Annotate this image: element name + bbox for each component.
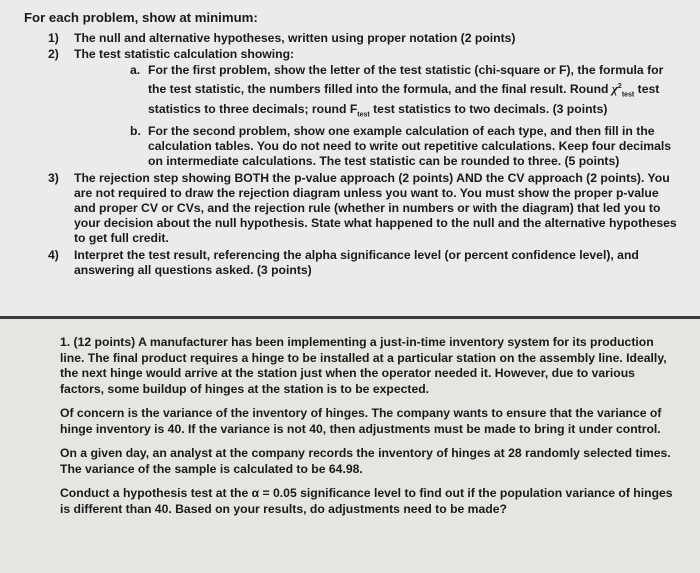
chi-square-exponent: 2 — [617, 82, 622, 90]
subitem-text: For the second problem, show one example calculation of each type, and then fill in the calculation tables. You do not need to write out repetitive calculations. Keep four decimals on intermediate calculations. The test statistic can be rounded to three. (5 points) — [148, 123, 672, 169]
subitem-letter: b. — [130, 123, 141, 138]
chi-square-symbol: χ — [611, 80, 618, 96]
instruction-subitem-a — [24, 63, 682, 123]
subitem-text-part1: For the first problem, show the letter of the test statistic (chi-square or F), the formula for the test statistic, the numbers filled into the formula, and the final result. Round — [148, 63, 664, 96]
item-number: 3) — [48, 170, 59, 185]
instruction-item-1 — [24, 31, 682, 46]
instruction-item-2 — [24, 47, 682, 62]
item-number: 1) — [48, 31, 59, 45]
f-subscript: test — [357, 111, 370, 119]
subitem-letter: a. — [130, 63, 141, 78]
problem-paragraph-3: On a given day, an analyst at the company records the inventory of hinges at 28 randomly selected times. The variance of the sample is calculated to be 64.98. — [60, 446, 671, 476]
item-text: The null and alternative hypotheses, written using proper notation (2 points) — [74, 31, 516, 45]
item-text: The rejection step showing BOTH the p-value approach (2 points) AND the CV approach (2 points). You are not required to draw the rejection diagram unless you want to. You must show the proper p-value and proper CV or CVs, and the rejection rule (whether in numbers or with the diagram) that led you to your decision about the null hypothesis. State what happened to the null and the alternative hypotheses to get full credit. — [74, 170, 677, 246]
instructions-heading: For each problem, show at minimum: — [24, 10, 258, 25]
instruction-subitem-b — [24, 124, 682, 170]
subitem-text-part2: test statistics to three decimals; round F — [148, 81, 660, 117]
problem-panel — [0, 319, 700, 573]
subitem-text-part3: test statistics to two decimals. (3 points) — [373, 102, 608, 117]
instruction-item-3 — [24, 171, 682, 247]
item-number: 2) — [48, 47, 59, 62]
item-text: Interpret the test result, referencing the alpha significance level (or percent confidence level), and answering all questions asked. (3 points) — [74, 247, 639, 277]
problem-paragraph-1: 1. (12 points) A manufacturer has been implementing a just-in-time inventory system for its production line. The final product requires a hinge to be installed at a particular station on the assembly line. Ideally, the next hinge would arrive at the station just when the operator needed it. However, due to various factors, some buildup of hinges at the station is to be expected. — [60, 335, 667, 396]
problem-paragraph-2: Of concern is the variance of the inventory of hinges. The company wants to ensure that the variance of hinge inventory is 40. If the variance is not 40, then adjustments must be made to bring it under control. — [60, 406, 662, 436]
instruction-item-4 — [24, 248, 682, 278]
problem-paragraph-4: Conduct a hypothesis test at the α = 0.05 significance level to find out if the population variance of hinges is different than 40. Based on your results, do adjustments need to be made? — [60, 486, 673, 516]
item-text: The test statistic calculation showing: — [74, 47, 295, 62]
chi-square-subscript: test — [621, 91, 635, 99]
item-number: 4) — [48, 247, 59, 262]
